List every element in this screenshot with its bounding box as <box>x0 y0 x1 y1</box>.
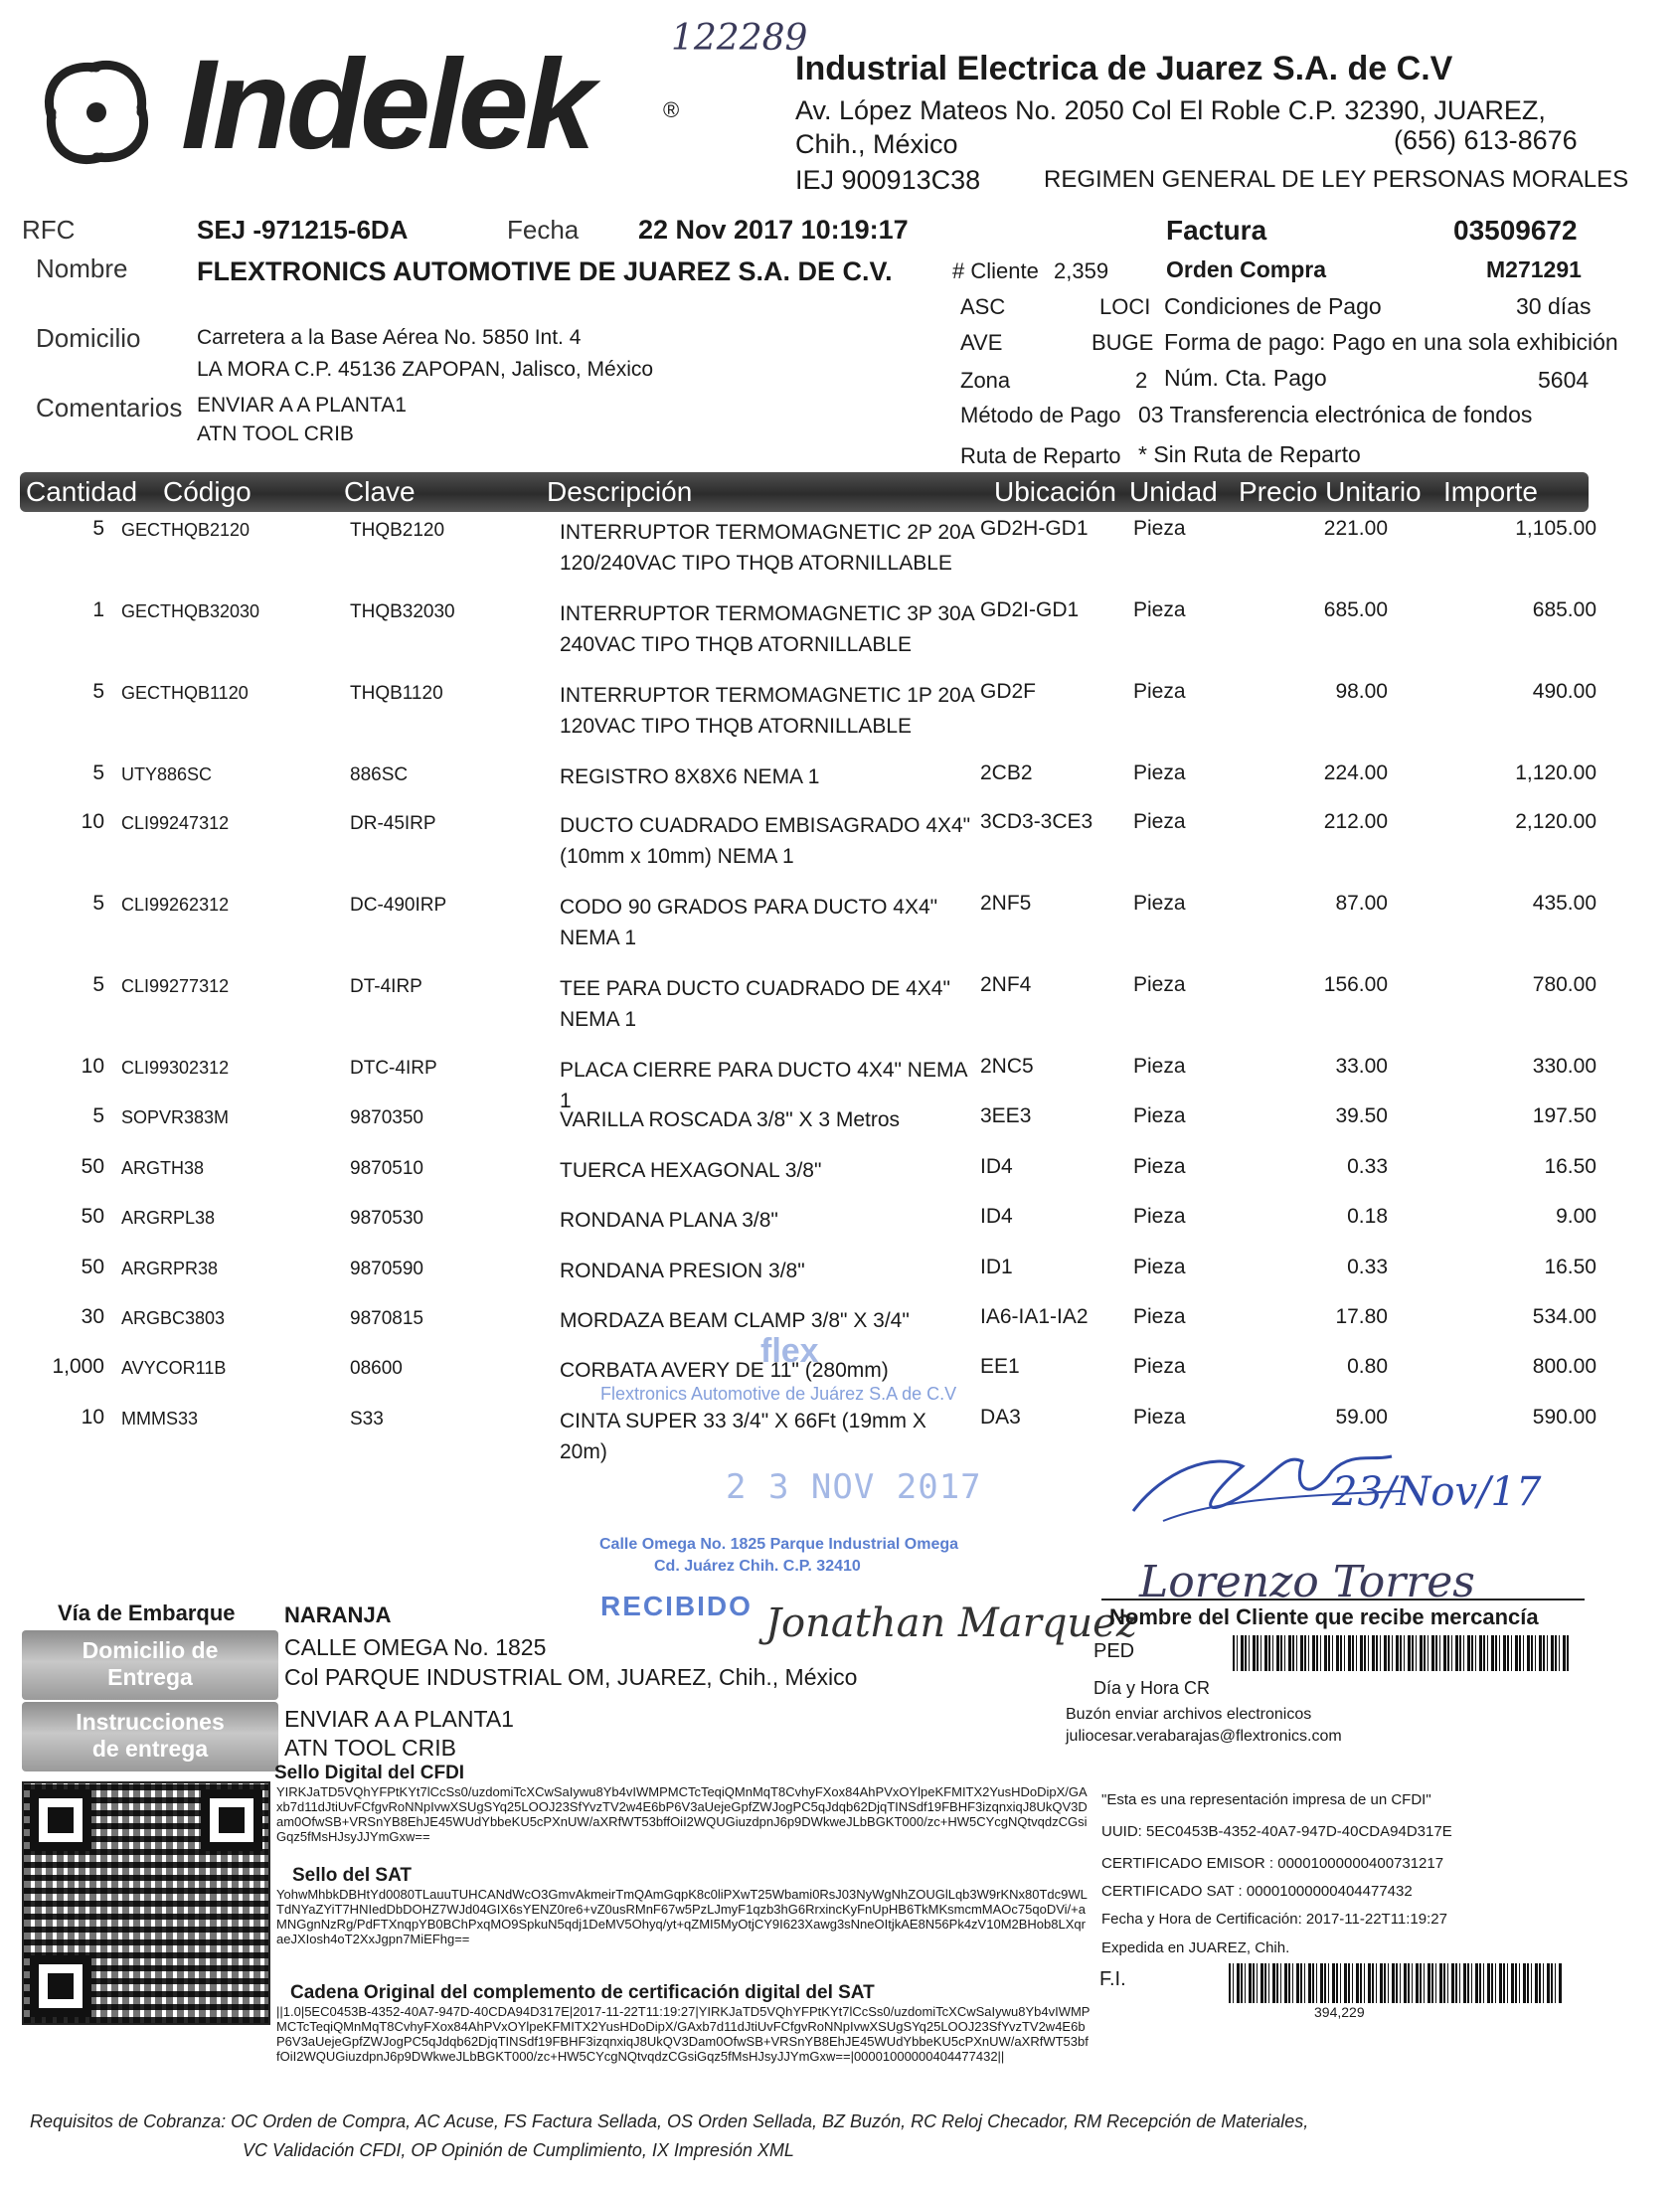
table-header <box>20 472 1589 512</box>
comentarios-line-1: ENVIAR A A PLANTA1 <box>197 394 407 417</box>
cell-description: RONDANA PRESION 3/8" <box>560 1260 805 1282</box>
cell-code: ARGRPL38 <box>121 1208 216 1228</box>
cell-precio-unitario: 156.00 <box>1323 973 1388 996</box>
cell-precio-unitario: 59.00 <box>1335 1406 1388 1429</box>
cell-description: MORDAZA BEAM CLAMP 3/8" X 3/4" <box>560 1309 910 1332</box>
cell-description: RONDANA PLANA 3/8" <box>560 1209 778 1232</box>
cell-qty: 1 <box>92 598 104 621</box>
stamp-flex-logo: flex <box>760 1332 819 1370</box>
cell-unidad: Pieza <box>1133 810 1186 833</box>
cell-code: GECTHQB32030 <box>121 601 260 621</box>
cell-ubicacion: IA6-IA1-IA2 <box>980 1305 1089 1328</box>
cell-code: AVYCOR11B <box>121 1358 227 1378</box>
cell-description: CINTA SUPER 33 3/4" X 66Ft (19mm X 20m) <box>560 1410 926 1463</box>
cell-ubicacion: GD2H-GD1 <box>980 517 1089 540</box>
expedida-en: Expedida en JUAREZ, Chih. <box>1101 1939 1290 1956</box>
cfdi-uuid: UUID: 5EC0453B-4352-40A7-947D-40CDA94D317E <box>1101 1823 1452 1840</box>
orden-value: M271291 <box>1486 256 1582 282</box>
cell-code: CLI99247312 <box>121 813 230 833</box>
stamp-address-1: Calle Omega No. 1825 Parque Industrial Omega <box>599 1536 959 1553</box>
nombre-label: Nombre <box>36 253 128 283</box>
company-address-1: Av. López Mateos No. 2050 Col El Roble C.P. 32390, JUAREZ, <box>795 95 1546 125</box>
cell-precio-unitario: 221.00 <box>1323 517 1388 540</box>
company-logo <box>22 34 698 197</box>
cell-clave: DTC-4IRP <box>350 1058 437 1079</box>
via-embarque-value: NARANJA <box>284 1602 392 1627</box>
cell-importe: 1,120.00 <box>1515 761 1596 784</box>
cell-description: INTERRUPTOR TERMOMAGNETIC 2P 20A 120/240VAC TIPO THQB ATORNILLABLE <box>560 521 974 575</box>
via-embarque-label: Vía de Embarque <box>58 1600 236 1625</box>
cta-pago-label: Núm. Cta. Pago <box>1164 365 1327 391</box>
cell-code: ARGBC3803 <box>121 1308 226 1328</box>
company-address-2: Chih., México <box>795 129 958 159</box>
cell-ubicacion: 2NF4 <box>980 973 1032 996</box>
cell-ubicacion: EE1 <box>980 1355 1020 1378</box>
condiciones-value: 30 días <box>1516 293 1592 319</box>
cell-importe: 16.50 <box>1544 1256 1596 1278</box>
col-unidad: Unidad <box>1129 476 1218 507</box>
cell-clave: DC-490IRP <box>350 895 447 916</box>
metodo-pago-label: Método de Pago <box>960 403 1121 427</box>
fecha-label: Fecha <box>507 215 580 245</box>
cell-code: SOPVR383M <box>121 1107 230 1127</box>
cell-importe: 534.00 <box>1532 1305 1596 1328</box>
entrega-address-1: CALLE OMEGA No. 1825 <box>284 1634 547 1660</box>
buzon-label: Buzón enviar archivos electronicos <box>1066 1706 1312 1723</box>
domicilio-line-1: Carretera a la Base Aérea No. 5850 Int. 4 <box>197 326 582 349</box>
ave-label: AVE <box>960 330 1003 355</box>
asc-label: ASC <box>960 294 1006 319</box>
logo-swirl-icon <box>22 38 171 187</box>
factura-label: Factura <box>1166 215 1267 246</box>
sello-cfdi-label: Sello Digital del CFDI <box>274 1763 465 1783</box>
cell-unidad: Pieza <box>1133 1406 1186 1429</box>
cell-precio-unitario: 87.00 <box>1335 892 1388 915</box>
cell-qty: 50 <box>81 1256 104 1278</box>
cell-unidad: Pieza <box>1133 892 1186 915</box>
footer-line-1: Requisitos de Cobranza: OC Orden de Compra, AC Acuse, FS Factura Sellada, OS Orden Sellada, BZ Buzón, RC Reloj Checador, RM Recepción de Materiales, <box>30 2111 1309 2131</box>
cell-unidad: Pieza <box>1133 1355 1186 1378</box>
handwritten-signature-2: Jonathan Marquez <box>765 1600 1137 1646</box>
cell-description: INTERRUPTOR TERMOMAGNETIC 3P 30A 240VAC TIPO THQB ATORNILLABLE <box>560 602 974 656</box>
buzon-email: juliocesar.verabarajas@flextronics.com <box>1066 1728 1342 1745</box>
cell-code: CLI99262312 <box>121 895 230 915</box>
entrega-address-2: Col PARQUE INDUSTRIAL OM, JUAREZ, Chih., México <box>284 1664 858 1690</box>
cell-qty: 5 <box>92 680 104 703</box>
domicilio-label: Domicilio <box>36 323 141 353</box>
fi-barcode-number: 394,229 <box>1314 2004 1365 2020</box>
cell-qty: 5 <box>92 892 104 915</box>
cell-code: CLI99302312 <box>121 1058 230 1078</box>
sello-sat-value: YohwMhbkDBHtYd0080TLauuTUHCANdWcO3GmvAkmeirTmQAmGqpK8c0liPXwT25Wbami0RsJ03NyWgNhZOUGlLqb3W9rKNx80Tdc9WLTdNYaZYiT7HNIedDbDOHZ7WJd04GIX6sYENZ0re6+vZ0usRMnF67w5PzLJmyF1qzb3hG6RrxincKyFnUpHB6TkMKsmcmMAOc75qoDVi/+aMNGgnNzRg/PdFTXnqpYB0BChPxqMO9SpkuN5qdj1DeMV5Ohyq/yt+qZMI5MyOtjCY9I623Xawg3sNneOItjkAE8N56Pk4zV10M2BHob8LXqraeJXIosh4oT2XxJgpn7MiEFhg== <box>276 1887 1088 1946</box>
table-row <box>0 517 1680 596</box>
table-row <box>0 973 1680 1053</box>
cell-importe: 780.00 <box>1532 973 1596 996</box>
sello-sat-label: Sello del SAT <box>292 1865 413 1886</box>
instrucciones-line-1: ENVIAR A A PLANTA1 <box>284 1706 514 1732</box>
domicilio-entrega-box <box>22 1630 278 1700</box>
table-row <box>0 598 1680 678</box>
asc-value: LOCI <box>1099 294 1151 319</box>
cell-description: VARILLA ROSCADA 3/8" X 3 Metros <box>560 1108 901 1131</box>
comentarios-label: Comentarios <box>36 393 183 422</box>
cell-unidad: Pieza <box>1133 1155 1186 1178</box>
table-row <box>0 810 1680 890</box>
handwritten-date: 23/Nov/17 <box>1332 1469 1542 1515</box>
cell-qty: 5 <box>92 973 104 996</box>
sello-cfdi-value: YIRKJaTD5VQhYFPtKYt7lCcSs0/uzdomiTcXCwSaIywu8Yb4vIWMPMCTcTeqiQMnMqT8CvhyFXox84AhPVxOYlpeKFMITX2YusHDoDipX/GAxb7d11dJtiUvFCfgvRoNNpIvwXSUgSYq25LOOJ23SfYvzTV2w4E6bP6V3aUejeGpfZWJogPC5qJdqb62DjqTINSdf19FBHF3izqnxiqJ8UkQV3Dam0OfwSB+VRSnYB8EhJE45WUdYbbeKU5cPXnUW/aXRfWT53bffOiI2WQUGiuzdpnJ6p9DWkweJLbBGKT000/zc+HW5CYcgNQtvqdzCGsiGqz5fMsHJsyJJYmGxw== <box>276 1784 1088 1844</box>
cell-description: PLACA CIERRE PARA DUCTO 4X4" NEMA 1 <box>560 1059 967 1112</box>
col-codigo: Código <box>163 476 252 507</box>
cell-importe: 800.00 <box>1532 1355 1596 1378</box>
domicilio-entrega-label: Domicilio de Entrega <box>82 1637 219 1690</box>
cell-qty: 10 <box>81 1055 104 1078</box>
cell-importe: 9.00 <box>1556 1205 1596 1228</box>
cell-importe: 435.00 <box>1532 892 1596 915</box>
orden-label: Orden Compra <box>1166 256 1327 282</box>
cell-qty: 30 <box>81 1305 104 1328</box>
cell-clave: THQB2120 <box>350 520 445 541</box>
cell-unidad: Pieza <box>1133 1104 1186 1127</box>
rfc-label: RFC <box>22 215 76 245</box>
cell-precio-unitario: 212.00 <box>1323 810 1388 833</box>
fi-barcode <box>1229 1963 1563 2003</box>
cell-clave: 9870590 <box>350 1259 423 1279</box>
cell-qty: 5 <box>92 517 104 540</box>
fecha-value: 22 Nov 2017 10:19:17 <box>638 215 909 245</box>
cell-ubicacion: 3EE3 <box>980 1104 1032 1127</box>
cell-code: GECTHQB2120 <box>121 520 251 540</box>
cadena-original-value: ||1.0|5EC0453B-4352-40A7-947D-40CDA94D317E|2017-11-22T11:19:27|YIRKJaTD5VQhYFPtKYt7lCcSs0/uzdomiTcXCwSaIywu8Yb4vIWMPMCTcTeqiQMnMqT8CvhyFXox84AhPVxOYlpeKFMITX2YusHDoDipX/GAxb7d11dJtiUvFCfgvRoNNpIvwXSUgSYq25LOOJ23SfYvzTV2w4E6bP6V3aUejeGpfZWJogPC5qJdqb62DjqTINSdf19FBHF3izqnxiqJ8UkQV3Dam0OfwSB+VRSnYB8EhJE45WUdYbbeKU5cPXnUW/aXRfWT53bffOiI2WQUGiuzdpnJ6p9DWkweJLbBGKT000/zc+HW5CYcgNQtvqdzCGsiGqz5fMsHJsyJJYmGxw==|00001000000404477432|| <box>276 2004 1091 2064</box>
cell-code: ARGRPR38 <box>121 1259 219 1278</box>
cell-precio-unitario: 33.00 <box>1335 1055 1388 1078</box>
cell-clave: S33 <box>350 1409 384 1430</box>
cell-code: CLI99277312 <box>121 976 230 996</box>
cell-description: TEE PARA DUCTO CUADRADO DE 4X4" NEMA 1 <box>560 977 950 1031</box>
ped-barcode <box>1233 1635 1571 1671</box>
company-regimen: REGIMEN GENERAL DE LEY PERSONAS MORALES <box>1044 166 1629 193</box>
cadena-original-label: Cadena Original del complemento de certificación digital del SAT <box>290 1982 875 2003</box>
cell-ubicacion: ID1 <box>980 1256 1013 1278</box>
cliente-label: # Cliente <box>952 258 1039 283</box>
cta-pago-value: 5604 <box>1538 367 1590 393</box>
col-ubicacion: Ubicación <box>994 476 1116 507</box>
table-row <box>0 892 1680 971</box>
col-precio-unitario: Precio Unitario <box>1239 476 1422 507</box>
forma-pago-value: Pago en una sola exhibición <box>1332 329 1618 355</box>
cell-clave: THQB32030 <box>350 601 455 622</box>
cell-qty: 5 <box>92 761 104 784</box>
logo-wordmark: Indelek <box>181 34 592 176</box>
footer-line-2: VC Validación CFDI, OP Opinión de Cumplimiento, IX Impresión XML <box>243 2140 794 2160</box>
forma-pago-label: Forma de pago: <box>1164 329 1326 355</box>
cell-qty: 50 <box>81 1155 104 1178</box>
company-phone: (656) 613-8676 <box>1394 125 1578 155</box>
receiver-title: Nombre del Cliente que recibe mercancía <box>1109 1604 1539 1629</box>
company-rfc: IEJ 900913C38 <box>795 165 981 195</box>
cell-code: ARGTH38 <box>121 1158 205 1178</box>
stamp-date: 2 3 NOV 2017 <box>726 1467 982 1507</box>
cell-unidad: Pieza <box>1133 1055 1186 1078</box>
cell-clave: 886SC <box>350 764 409 785</box>
cell-precio-unitario: 98.00 <box>1335 680 1388 703</box>
cell-description: TUERCA HEXAGONAL 3/8" <box>560 1159 822 1182</box>
cell-precio-unitario: 0.33 <box>1347 1155 1388 1178</box>
col-cantidad: Cantidad <box>26 476 138 507</box>
cfdi-qr-code <box>22 1781 270 2025</box>
cell-importe: 2,120.00 <box>1515 810 1596 833</box>
logo-registered: ® <box>663 97 680 122</box>
cell-precio-unitario: 0.33 <box>1347 1256 1388 1278</box>
fecha-certificacion: Fecha y Hora de Certificación: 2017-11-22T11:19:27 <box>1101 1911 1447 1928</box>
cell-importe: 685.00 <box>1532 598 1596 621</box>
cell-description: DUCTO CUADRADO EMBISAGRADO 4X4" (10mm x 10mm) NEMA 1 <box>560 814 971 868</box>
stamp-company: Flextronics Automotive de Juárez S.A de C.V <box>600 1384 957 1404</box>
cell-code: MMMS33 <box>121 1409 199 1429</box>
cfdi-representation: "Esta es una representación impresa de un CFDI" <box>1101 1791 1431 1808</box>
factura-number: 03509672 <box>1453 215 1578 246</box>
metodo-pago-value: 03 Transferencia electrónica de fondos <box>1138 402 1533 427</box>
cert-sat: CERTIFICADO SAT : 00001000000404477432 <box>1101 1883 1413 1900</box>
cell-precio-unitario: 17.80 <box>1335 1305 1388 1328</box>
col-clave: Clave <box>344 476 416 507</box>
cliente-value: 2,359 <box>1054 258 1109 283</box>
cell-description: CORBATA AVERY DE 11" (280mm) <box>560 1359 889 1382</box>
cell-precio-unitario: 39.50 <box>1335 1104 1388 1127</box>
cell-unidad: Pieza <box>1133 598 1186 621</box>
zona-value: 2 <box>1135 368 1148 393</box>
rfc-value: SEJ -971215-6DA <box>197 215 409 245</box>
cell-importe: 490.00 <box>1532 680 1596 703</box>
cell-precio-unitario: 685.00 <box>1323 598 1388 621</box>
cell-importe: 590.00 <box>1532 1406 1596 1429</box>
cell-qty: 10 <box>81 1406 104 1429</box>
cell-clave: 9870350 <box>350 1107 423 1128</box>
ped-label: PED <box>1093 1640 1135 1662</box>
cell-ubicacion: 2NF5 <box>980 892 1032 915</box>
domicilio-line-2: LA MORA C.P. 45136 ZAPOPAN, Jalisco, México <box>197 358 654 381</box>
cell-unidad: Pieza <box>1133 680 1186 703</box>
cell-clave: 9870530 <box>350 1208 423 1229</box>
cell-qty: 1,000 <box>52 1355 104 1378</box>
cell-clave: 9870815 <box>350 1308 423 1329</box>
cell-qty: 10 <box>81 810 104 833</box>
stamp-recibido: RECIBIDO <box>600 1591 753 1621</box>
instrucciones-entrega-box <box>22 1702 278 1771</box>
cell-clave: DR-45IRP <box>350 813 436 834</box>
cell-precio-unitario: 224.00 <box>1323 761 1388 784</box>
cell-clave: 08600 <box>350 1358 403 1379</box>
cell-importe: 16.50 <box>1544 1155 1596 1178</box>
fi-label: F.I. <box>1099 1968 1126 1990</box>
cell-precio-unitario: 0.80 <box>1347 1355 1388 1378</box>
col-importe: Importe <box>1443 476 1538 507</box>
cert-emisor: CERTIFICADO EMISOR : 00001000000400731217 <box>1101 1855 1444 1872</box>
ruta-reparto-label: Ruta de Reparto <box>960 443 1121 468</box>
zona-label: Zona <box>960 368 1011 393</box>
cell-ubicacion: ID4 <box>980 1205 1013 1228</box>
instrucciones-entrega-label: Instrucciones de entrega <box>76 1709 225 1762</box>
cell-unidad: Pieza <box>1133 1256 1186 1278</box>
cell-qty: 50 <box>81 1205 104 1228</box>
ave-value: BUGE <box>1092 330 1154 355</box>
table-row <box>0 680 1680 759</box>
cell-unidad: Pieza <box>1133 517 1186 540</box>
cell-qty: 5 <box>92 1104 104 1127</box>
cell-importe: 197.50 <box>1532 1104 1596 1127</box>
cell-ubicacion: DA3 <box>980 1406 1021 1429</box>
cell-ubicacion: ID4 <box>980 1155 1013 1178</box>
nombre-value: FLEXTRONICS AUTOMOTIVE DE JUAREZ S.A. DE C.V. <box>197 256 893 286</box>
dia-hora-label: Día y Hora CR <box>1093 1678 1211 1698</box>
col-descripcion: Descripción <box>547 476 693 507</box>
cell-ubicacion: GD2F <box>980 680 1037 703</box>
condiciones-label: Condiciones de Pago <box>1164 293 1382 319</box>
handwritten-receiver-name: Lorenzo Torres <box>1139 1557 1475 1607</box>
cell-unidad: Pieza <box>1133 761 1186 784</box>
cell-description: REGISTRO 8X8X6 NEMA 1 <box>560 765 820 788</box>
cell-importe: 330.00 <box>1532 1055 1596 1078</box>
stamp-address-2: Cd. Juárez Chih. C.P. 32410 <box>654 1558 861 1575</box>
cell-description: INTERRUPTOR TERMOMAGNETIC 1P 20A 120VAC TIPO THQB ATORNILLABLE <box>560 684 974 738</box>
cell-code: UTY886SC <box>121 764 213 784</box>
receiver-rule <box>1101 1599 1585 1600</box>
cell-clave: DT-4IRP <box>350 976 422 997</box>
cell-unidad: Pieza <box>1133 973 1186 996</box>
company-name: Industrial Electrica de Juarez S.A. de C.V <box>795 50 1453 87</box>
ruta-reparto-value: * Sin Ruta de Reparto <box>1138 441 1361 467</box>
cell-code: GECTHQB1120 <box>121 683 249 703</box>
cell-ubicacion: 3CD3-3CE3 <box>980 810 1093 833</box>
cell-description: CODO 90 GRADOS PARA DUCTO 4X4" NEMA 1 <box>560 896 938 949</box>
cell-clave: THQB1120 <box>350 683 443 704</box>
cell-ubicacion: 2NC5 <box>980 1055 1034 1078</box>
cell-unidad: Pieza <box>1133 1305 1186 1328</box>
cell-ubicacion: GD2I-GD1 <box>980 598 1080 621</box>
cell-clave: 9870510 <box>350 1158 423 1179</box>
cell-precio-unitario: 0.18 <box>1347 1205 1388 1228</box>
cell-importe: 1,105.00 <box>1515 517 1596 540</box>
cell-ubicacion: 2CB2 <box>980 761 1033 784</box>
comentarios-line-2: ATN TOOL CRIB <box>197 422 354 445</box>
cell-unidad: Pieza <box>1133 1205 1186 1228</box>
handwritten-reference: 122289 <box>671 18 808 59</box>
instrucciones-line-2: ATN TOOL CRIB <box>284 1735 456 1761</box>
